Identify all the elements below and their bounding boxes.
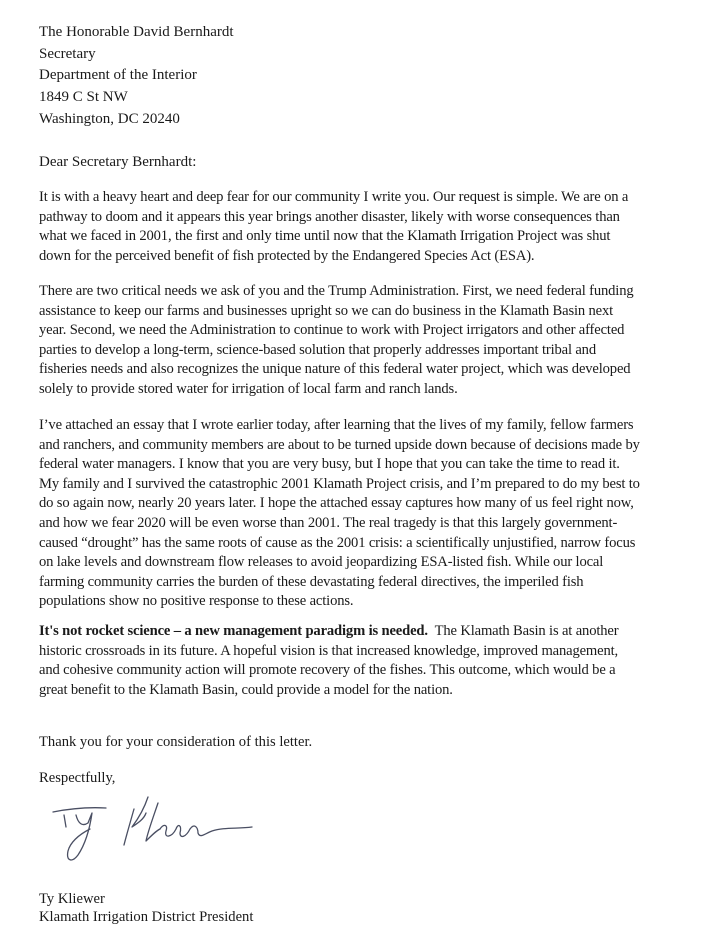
paragraph-line: pathway to doom and it appears this year brings another disaster, likely with worse consequences than — [39, 208, 620, 225]
paragraph-line: do so again now, nearly 20 years later. I hope the attached essay captures how many of us feel right now, — [39, 495, 634, 512]
paragraph-line: There are two critical needs we ask of you and the Trump Administration. First, we need federal funding — [39, 283, 634, 299]
recipient-street: 1849 C St NW — [39, 89, 128, 105]
paragraph-line: I’ve attached an essay that I wrote earlier today, after learning that the lives of my family, fellow farmers — [39, 417, 634, 433]
paragraph-line: year. Second, we need the Administration to continue to work with Project irrigators and other affected — [39, 322, 625, 339]
paragraph-attached-essay — [39, 416, 727, 612]
paragraph-line: historic crossroads in its future. A hopeful vision is that increased knowledge, improved management, — [39, 642, 619, 659]
handwritten-signature-icon — [48, 793, 258, 873]
paragraph-line: populations show no positive response to these actions. — [39, 593, 354, 610]
paragraph-line — [39, 622, 727, 642]
paragraph-new-paradigm — [39, 622, 727, 700]
recipient-city-state-zip: Washington, DC 20240 — [39, 111, 180, 127]
paragraph-line: solely to provide stored water for irrigation of local farm and ranch lands. — [39, 380, 458, 397]
closing: Respectfully, — [39, 770, 116, 786]
paragraph-line: farming community carries the burden of these devastating federal directives, the imperiled fish — [39, 573, 584, 590]
paragraph-line: federal water managers. I know that you are very busy, but I hope that you can take the time to read it. — [39, 456, 620, 473]
paragraph-line: My family and I survived the catastrophic 2001 Klamath Project crisis, and I’m prepared to do my best to — [39, 475, 640, 492]
paragraph-line: caused “drought” has the same roots of cause as the 2001 crisis: a scientifically unjustified, narrow focus — [39, 534, 636, 551]
paragraph-line: what we faced in 2001, the first and only time until now that the Klamath Irrigation Project was shut — [39, 228, 611, 245]
paragraph-critical-needs — [39, 282, 727, 400]
paragraph-line: on lake levels and downstream flow releases to avoid jeopardizing ESA-listed fish. While our local — [39, 554, 604, 571]
first-line-rest: The Klamath Basin is at another — [427, 623, 619, 639]
paragraph-line: and how we fear 2020 will be even worse than 2001. The real tragedy is that this largely government- — [39, 514, 618, 531]
signer-name: Ty Kliewer — [39, 891, 105, 907]
paragraph-line: It is with a heavy heart and deep fear for our community I write you. Our request is simple. We are on a — [39, 189, 629, 205]
paragraph-line: great benefit to the Klamath Basin, could provide a model for the nation. — [39, 681, 453, 698]
paragraph-line: assistance to keep our farms and businesses upright so we can do business in the Klamath Basin next — [39, 302, 614, 319]
closing-thanks: Thank you for your consideration of this letter. — [39, 734, 313, 750]
paragraph-line: and cohesive community action will promote recovery of the fishes. This outcome, which would be a — [39, 662, 616, 679]
paragraph-line: fisheries needs and also recognizes the unique nature of this federal water project, which was developed — [39, 361, 631, 378]
recipient-title: Secretary — [39, 46, 96, 62]
salutation: Dear Secretary Bernhardt: — [39, 154, 197, 170]
recipient-department: Department of the Interior — [39, 67, 197, 83]
paragraph-opening — [39, 188, 727, 266]
signer-title: Klamath Irrigation District President — [39, 909, 254, 925]
paragraph-line: parties to develop a long-term, science-based solution that properly addresses important tribal and — [39, 341, 596, 358]
bold-lead-sentence: It's not rocket science – a new management paradigm is needed. — [39, 623, 428, 639]
recipient-name: The Honorable David Bernhardt — [39, 24, 234, 40]
paragraph-line: down for the perceived benefit of fish protected by the Endangered Species Act (ESA). — [39, 247, 535, 264]
paragraph-line: and ranchers, and community members are about to be turned upside down because of decisions made by — [39, 436, 640, 453]
